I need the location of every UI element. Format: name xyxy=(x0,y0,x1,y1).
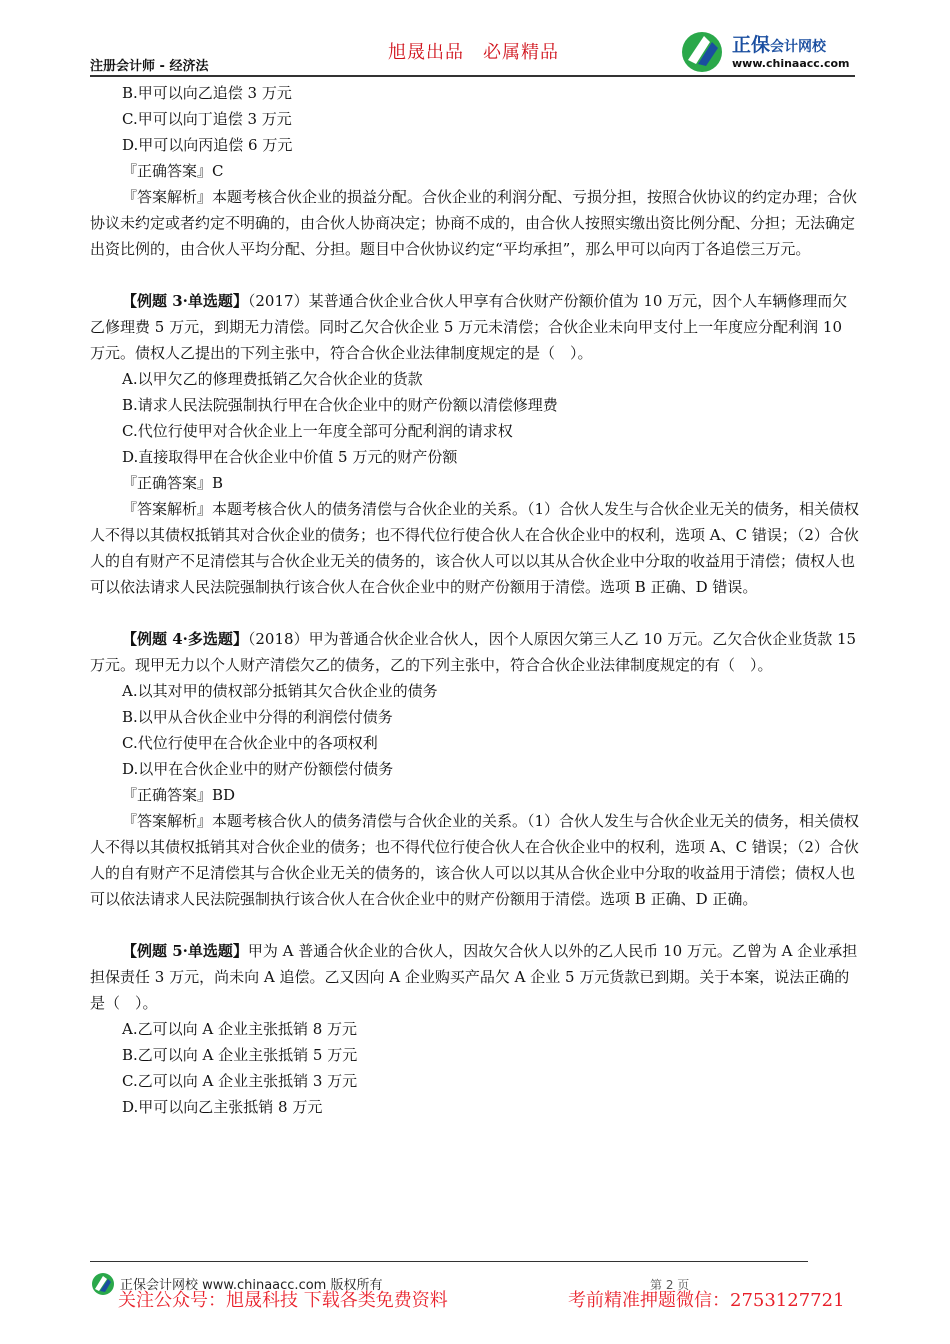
q4-option-b: B.以甲从合伙企业中分得的利润偿付债务 xyxy=(122,708,393,726)
q2-option-c: C.甲可以向丁追偿 3 万元 xyxy=(122,110,292,128)
q3-option-c: C.代位行使甲对合伙企业上一年度全部可分配利润的请求权 xyxy=(122,422,513,440)
q5-option-a: A.乙可以向 A 企业主张抵销 8 万元 xyxy=(122,1020,358,1038)
q3-stem xyxy=(90,288,860,366)
q5-option-c: C.乙可以向 A 企业主张抵销 3 万元 xyxy=(122,1072,358,1090)
footer-promo-left: 关注公众号：旭晟科技 下载各类免费资料 xyxy=(118,1290,448,1311)
footer-copyright: 正保会计网校 www.chinaacc.com 版权所有 xyxy=(120,1278,383,1293)
q3-stem-text: （2017）某普通合伙企业合伙人甲享有合伙财产份额价值为 10 万元，因个人车辆修理而欠乙修理费 5 万元，到期无力清偿。同时乙欠合伙企业 5 万元未清偿；合伙企业未向甲支付上一年度应分配利润 10 万元。债权人乙提出的下列主张中，符合合伙企业法律制度规定的是（ ）。 xyxy=(90,292,848,362)
footer-divider xyxy=(90,1261,808,1262)
q3-option-a: A.以甲欠乙的修理费抵销乙欠合伙企业的货款 xyxy=(122,370,423,388)
spacer xyxy=(90,600,860,626)
header-slogan: 旭晟出品 必属精品 xyxy=(388,42,559,63)
logo-brand-small: 会计网校 xyxy=(770,39,827,55)
logo-brand-main: 正保 xyxy=(732,34,771,56)
q4-stem xyxy=(90,626,860,678)
q4-analysis: 『答案解析』本题考核合伙人的债务清偿与合伙企业的关系。（1）合伙人发生与合伙企业无关的债务，相关债权人不得以其债权抵销其对合伙企业的债务；也不得代位行使合伙人在合伙企业中的权利，选项 A、C 错误；（2）合伙人的自有财产不足清偿其与合伙企业无关的债务的，该合伙人可以以其从合伙企业中分取的收益用于清偿；债权人也可以依法请求人民法院强制执行该合伙人在合伙企业中的财产份额用于清偿。选项 B 正确、D 正确。 xyxy=(90,812,860,908)
q5-stem-text: 甲为 A 普通合伙企业的合伙人，因故欠合伙人以外的乙人民币 10 万元。乙曾为 A 企业承担担保责任 3 万元，尚未向 A 追偿。乙又因向 A 企业购买产品欠 A 企业 5 万元货款已到期。关于本案，说法正确的是（ ）。 xyxy=(90,942,858,1012)
chinaacc-logo-icon xyxy=(680,28,728,76)
q4-answer: 『正确答案』BD xyxy=(122,786,236,804)
document-body xyxy=(90,80,860,1120)
spacer xyxy=(90,912,860,938)
q2-option-b: B.甲可以向乙追偿 3 万元 xyxy=(122,84,292,102)
q3-tag: 【例题 3·单选题】 xyxy=(122,292,248,310)
q4-option-c: C.代位行使甲在合伙企业中的各项权利 xyxy=(122,734,378,752)
q5-stem xyxy=(90,938,860,1016)
page-number: 第 2 页 xyxy=(650,1278,690,1292)
q5-tag: 【例题 5·单选题】 xyxy=(122,942,248,960)
logo-url: www.chinaacc.com xyxy=(732,57,850,70)
chinaacc-logo[interactable] xyxy=(680,28,880,76)
spacer xyxy=(90,262,860,288)
footer-promo-right: 考前精准押题微信：2753127721 xyxy=(568,1290,845,1311)
q4-tag: 【例题 4·多选题】 xyxy=(122,630,248,648)
q5-option-b: B.乙可以向 A 企业主张抵销 5 万元 xyxy=(122,1046,358,1064)
q3-analysis: 『答案解析』本题考核合伙人的债务清偿与合伙企业的关系。（1）合伙人发生与合伙企业无关的债务，相关债权人不得以其债权抵销其对合伙企业的债务；也不得代位行使合伙人在合伙企业中的权利，选项 A、C 错误；（2）合伙人的自有财产不足清偿其与合伙企业无关的债务的，该合伙人可以以其从合伙企业中分取的收益用于清偿；债权人也可以依法请求人民法院强制执行该合伙人在合伙企业中的财产份额用于清偿。选项 B 正确、D 错误。 xyxy=(90,500,860,596)
header-divider xyxy=(90,75,855,77)
q5-option-d: D.甲可以向乙主张抵销 8 万元 xyxy=(122,1098,323,1116)
header-subject: 注册会计师 - 经济法 xyxy=(90,59,209,74)
q4-option-a: A.以其对甲的债权部分抵销其欠合伙企业的债务 xyxy=(122,682,438,700)
q2-option-d: D.甲可以向丙追偿 6 万元 xyxy=(122,136,293,154)
q3-option-d: D.直接取得甲在合伙企业中价值 5 万元的财产份额 xyxy=(122,448,458,466)
q4-stem-text: （2018）甲为普通合伙企业合伙人，因个人原因欠第三人乙 10 万元。乙欠合伙企业货款 15 万元。现甲无力以个人财产清偿欠乙的债务，乙的下列主张中，符合合伙企业法律制度规定的有（ ）。 xyxy=(90,630,857,674)
q4-option-d: D.以甲在合伙企业中的财产份额偿付债务 xyxy=(122,760,394,778)
footer-logo-icon xyxy=(90,1271,116,1297)
q2-answer: 『正确答案』C xyxy=(122,162,224,180)
q3-option-b: B.请求人民法院强制执行甲在合伙企业中的财产份额以清偿修理费 xyxy=(122,396,558,414)
q2-analysis: 『答案解析』本题考核合伙企业的损益分配。合伙企业的利润分配、亏损分担，按照合伙协议的约定办理；合伙协议未约定或者约定不明确的，由合伙人协商决定；协商不成的，由合伙人按照实缴出资比例分配、分担；无法确定出资比例的，由合伙人平均分配、分担。题目中合伙协议约定“平均承担”，那么甲可以向丙丁各追偿三万元。 xyxy=(90,188,858,258)
q3-answer: 『正确答案』B xyxy=(122,474,224,492)
logo-brand xyxy=(732,30,826,57)
